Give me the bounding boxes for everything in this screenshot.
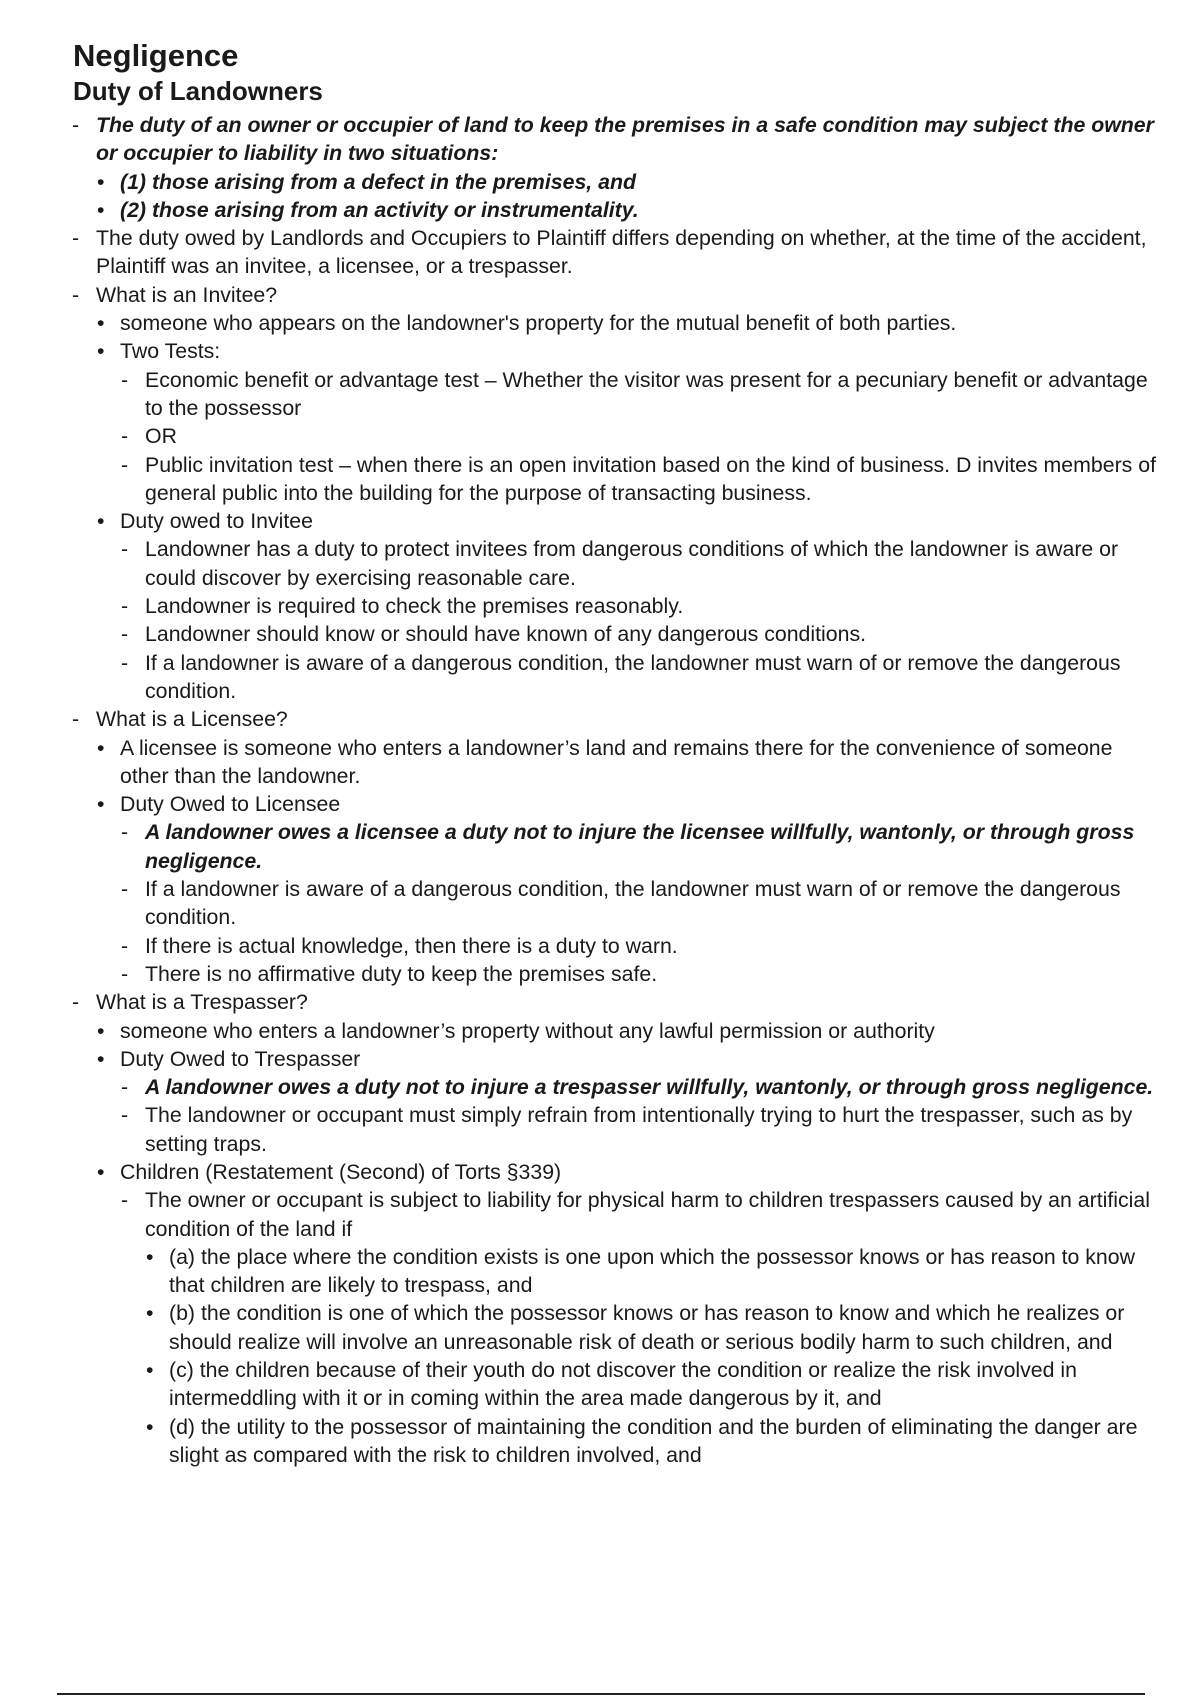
outline-item	[70, 790, 1165, 818]
outline-item-text: If there is actual knowledge, then there is a duty to warn.	[145, 933, 678, 958]
outline-item-text: (a) the place where the condition exists is one upon which the possessor knows or has reason to know that children are likely to trespass, and	[169, 1244, 1135, 1298]
outline-item	[70, 1017, 1165, 1045]
outline-item-text: A licensee is someone who enters a landowner’s land and remains there for the convenience of someone other than the landowner.	[120, 735, 1113, 788]
outline-item-text: (1) those arising from a defect in the premises, and	[120, 169, 636, 194]
outline-item-text: If a landowner is aware of a dangerous condition, the landowner must warn of or remove the dangerous condition.	[145, 650, 1121, 703]
outline-item-text: Duty Owed to Licensee	[120, 792, 341, 817]
outline-item-text: Duty Owed to Trespasser	[120, 1046, 361, 1071]
outline-item-text: (b) the condition is one of which the possessor knows or has reason to know and which he realizes or should realize will involve an unreasonable risk of death or serious bodily harm to such children, and	[169, 1301, 1125, 1354]
outline-item	[70, 649, 1165, 706]
outline-item	[70, 592, 1165, 620]
bullet-marker: •	[97, 1159, 105, 1184]
outline-item-text: OR	[145, 424, 177, 449]
dash-marker: -	[72, 707, 80, 732]
dash-marker: -	[121, 820, 129, 845]
outline-item-text: The owner or occupant is subject to liability for physical harm to children trespassers caused by an artificial condition of the land if	[145, 1188, 1150, 1241]
bullet-marker: •	[97, 339, 105, 364]
outline-item-text: The duty owed by Landlords and Occupiers to Plaintiff differs depending on whether, at the time of the accident, Plaintiff was an invitee, a licensee, or a trespasser.	[96, 226, 1147, 279]
outline-item-text: Economic benefit or advantage test – Whether the visitor was present for a pecuniary benefit or advantage to the possessor	[145, 367, 1148, 420]
outline-item-text: If a landowner is aware of a dangerous condition, the landowner must warn of or remove the dangerous condition.	[145, 877, 1121, 930]
outline-item	[70, 1101, 1165, 1158]
dash-marker: -	[121, 622, 129, 647]
outline-item-text: There is no affirmative duty to keep the premises safe.	[145, 961, 658, 986]
outline-item-text: Landowner should know or should have known of any dangerous conditions.	[145, 622, 867, 647]
dash-marker: -	[121, 877, 129, 902]
outline-item	[70, 1186, 1165, 1243]
bullet-marker: •	[146, 1358, 154, 1383]
dash-marker: -	[121, 594, 129, 619]
outline-item-text: someone who appears on the landowner's property for the mutual benefit of both parties.	[120, 311, 957, 336]
bullet-marker: •	[97, 792, 105, 817]
outline-item-text: A landowner owes a licensee a duty not to injure the licensee willfully, wantonly, or through gross negligence.	[145, 820, 1135, 873]
outline-item	[70, 932, 1165, 960]
dash-marker: -	[121, 452, 129, 477]
outline-item-text: The landowner or occupant must simply refrain from intentionally trying to hurt the trespasser, such as by setting traps.	[145, 1103, 1133, 1156]
outline-item-text: Two Tests:	[120, 339, 221, 364]
outline-item	[70, 1413, 1165, 1470]
outline-item	[70, 281, 1165, 309]
outline-item	[70, 422, 1165, 450]
outline-item-text: someone who enters a landowner’s property without any lawful permission or authority	[120, 1018, 935, 1043]
outline-item	[70, 535, 1165, 592]
outline-item	[70, 1158, 1165, 1186]
outline-item	[70, 1073, 1165, 1101]
dash-marker: -	[121, 1188, 129, 1213]
bullet-marker: •	[97, 169, 105, 194]
outline-item	[70, 111, 1165, 168]
bottom-divider	[57, 1693, 1145, 1695]
bullet-marker: •	[97, 735, 105, 760]
bullet-marker: •	[97, 509, 105, 534]
dash-marker: -	[121, 650, 129, 675]
dash-marker: -	[121, 1075, 129, 1100]
dash-marker: -	[72, 282, 80, 307]
outline-list	[70, 111, 1165, 1469]
outline-item	[70, 620, 1165, 648]
dash-marker: -	[121, 367, 129, 392]
dash-marker: -	[121, 424, 129, 449]
outline-item	[70, 451, 1165, 508]
bullet-marker: •	[97, 1018, 105, 1043]
outline-item-text: Landowner has a duty to protect invitees from dangerous conditions of which the landowner is aware or could discover by exercising reasonable care.	[145, 537, 1119, 590]
outline-item	[70, 1299, 1165, 1356]
outline-item	[70, 818, 1165, 875]
outline-item-text: Duty owed to Invitee	[120, 509, 313, 534]
outline-item	[70, 309, 1165, 337]
bullet-marker: •	[97, 1046, 105, 1071]
outline-item-text: A landowner owes a duty not to injure a trespasser willfully, wantonly, or through gross negligence.	[145, 1075, 1154, 1100]
outline-item	[70, 1356, 1165, 1413]
outline-item	[70, 734, 1165, 791]
bullet-marker: •	[146, 1244, 154, 1269]
outline-item	[70, 705, 1165, 733]
outline-item-text: What is a Licensee?	[96, 707, 288, 732]
outline-item	[70, 507, 1165, 535]
dash-marker: -	[72, 226, 80, 251]
outline-item	[70, 168, 1165, 196]
dash-marker: -	[72, 113, 80, 137]
bullet-marker: •	[146, 1414, 154, 1439]
bullet-marker: •	[146, 1301, 154, 1326]
outline-item-text: The duty of an owner or occupier of land to keep the premises in a safe condition may subject the owner or occupier to liability in two situations:	[96, 113, 1154, 166]
bullet-marker: •	[97, 197, 105, 222]
outline-item-text: Landowner is required to check the premises reasonably.	[145, 594, 684, 619]
outline-item-text: Children (Restatement (Second) of Torts §339)	[120, 1159, 562, 1184]
dash-marker: -	[121, 1103, 129, 1128]
dash-marker: -	[72, 990, 80, 1015]
outline-item	[70, 366, 1165, 423]
dash-marker: -	[121, 537, 129, 562]
outline-item	[70, 1045, 1165, 1073]
outline-item	[70, 1243, 1165, 1300]
bullet-marker: •	[97, 311, 105, 336]
outline-item	[70, 875, 1165, 932]
outline-item	[70, 196, 1165, 224]
outline-item	[70, 960, 1165, 988]
page-title: Negligence	[73, 38, 239, 73]
outline-item	[70, 337, 1165, 365]
outline-item-text: (c) the children because of their youth do not discover the condition or realize the risk involved in intermeddling with it or in coming within the area made dangerous by it, and	[169, 1358, 1077, 1411]
section-heading: Duty of Landowners	[73, 76, 323, 106]
outline-item	[70, 224, 1165, 281]
dash-marker: -	[121, 933, 129, 958]
outline-item-text: What is a Trespasser?	[96, 990, 308, 1015]
dash-marker: -	[121, 961, 129, 986]
outline-item	[70, 988, 1165, 1016]
outline-item-text: What is an Invitee?	[96, 282, 278, 307]
outline-item-text: (d) the utility to the possessor of maintaining the condition and the burden of eliminating the danger are slight as compared with the risk to children involved, and	[169, 1414, 1138, 1467]
outline-item-text: Public invitation test – when there is an open invitation based on the kind of business. D invites members of general public into the building for the purpose of transacting business.	[145, 452, 1156, 505]
outline-item-text: (2) those arising from an activity or instrumentality.	[120, 197, 639, 222]
